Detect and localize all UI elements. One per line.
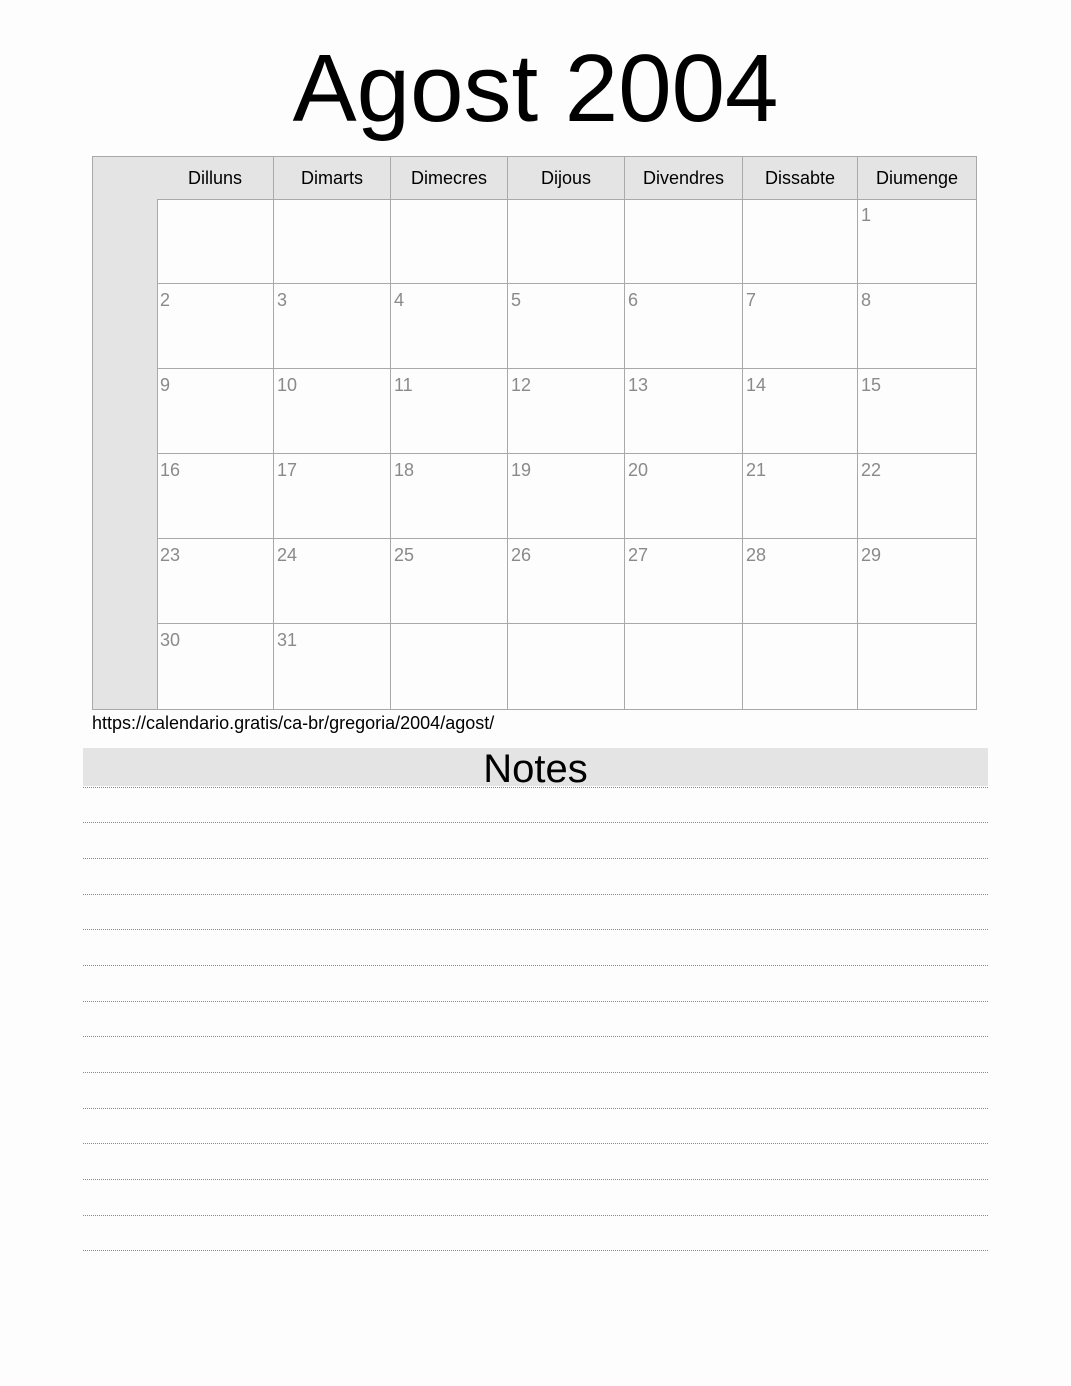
day-number: 11 bbox=[394, 375, 413, 395]
day-cell bbox=[743, 539, 858, 624]
day-cell bbox=[157, 454, 274, 539]
notes-line bbox=[83, 1179, 988, 1180]
day-number: 31 bbox=[277, 630, 298, 650]
weekday-header: Dimecres bbox=[391, 157, 508, 200]
day-number: 27 bbox=[628, 545, 649, 565]
day-cell bbox=[625, 369, 743, 454]
day-number: 10 bbox=[277, 375, 298, 395]
day-number: 29 bbox=[861, 545, 882, 565]
day-cell bbox=[625, 539, 743, 624]
weekday-header: Dissabte bbox=[743, 157, 858, 200]
weekday-header: Divendres bbox=[625, 157, 743, 200]
day-cell bbox=[157, 624, 274, 709]
day-number: 30 bbox=[160, 630, 181, 650]
day-cell bbox=[508, 369, 625, 454]
notes-line bbox=[83, 787, 988, 788]
day-number: 17 bbox=[277, 460, 298, 480]
day-cell bbox=[274, 284, 391, 369]
calendar-grid bbox=[92, 156, 977, 710]
day-cell bbox=[743, 624, 858, 709]
weekday-header: Dilluns bbox=[157, 157, 274, 200]
day-cell bbox=[743, 369, 858, 454]
day-cell bbox=[274, 539, 391, 624]
notes-line bbox=[83, 858, 988, 859]
day-number: 25 bbox=[394, 545, 415, 565]
day-number: 3 bbox=[277, 290, 288, 310]
day-number: 14 bbox=[746, 375, 767, 395]
day-cell bbox=[391, 369, 508, 454]
day-cell bbox=[391, 539, 508, 624]
day-cell bbox=[508, 454, 625, 539]
day-cell bbox=[157, 369, 274, 454]
page-title: Agost 2004 bbox=[292, 35, 779, 142]
source-url: https://calendario.gratis/ca-br/gregoria/2004/agost/ bbox=[92, 713, 495, 733]
day-cell bbox=[391, 199, 508, 284]
day-number: 22 bbox=[861, 460, 882, 480]
day-cell bbox=[508, 199, 625, 284]
notes-line bbox=[83, 929, 988, 930]
notes-line bbox=[83, 894, 988, 895]
day-cell bbox=[625, 284, 743, 369]
day-cell bbox=[858, 454, 977, 539]
notes-heading: Notes bbox=[83, 748, 988, 786]
weekday-header: Diumenge bbox=[858, 157, 977, 200]
day-cell bbox=[743, 284, 858, 369]
notes-line bbox=[83, 1215, 988, 1216]
day-number: 6 bbox=[628, 290, 639, 310]
day-cell bbox=[625, 454, 743, 539]
day-cell bbox=[274, 199, 391, 284]
day-number: 5 bbox=[511, 290, 522, 310]
day-number: 19 bbox=[511, 460, 532, 480]
day-cell bbox=[391, 454, 508, 539]
day-number: 4 bbox=[394, 290, 405, 310]
day-number: 21 bbox=[746, 460, 767, 480]
day-number: 12 bbox=[511, 375, 532, 395]
day-cell bbox=[858, 199, 977, 284]
day-cell bbox=[858, 624, 977, 709]
day-number: 2 bbox=[160, 290, 171, 310]
day-cell bbox=[743, 454, 858, 539]
day-number: 20 bbox=[628, 460, 649, 480]
notes-line bbox=[83, 965, 988, 966]
notes-line bbox=[83, 822, 988, 823]
notes-line bbox=[83, 1072, 988, 1073]
day-number: 28 bbox=[746, 545, 767, 565]
day-number: 16 bbox=[160, 460, 181, 480]
day-cell bbox=[157, 199, 274, 284]
day-cell bbox=[858, 539, 977, 624]
day-number: 18 bbox=[394, 460, 415, 480]
notes-line bbox=[83, 1036, 988, 1037]
day-number: 9 bbox=[160, 375, 171, 395]
day-number: 13 bbox=[628, 375, 649, 395]
day-number: 1 bbox=[861, 205, 872, 225]
day-cell bbox=[625, 199, 743, 284]
day-number: 8 bbox=[861, 290, 872, 310]
day-cell bbox=[157, 539, 274, 624]
day-cell bbox=[274, 624, 391, 709]
day-cell bbox=[858, 369, 977, 454]
notes-line bbox=[83, 1108, 988, 1109]
day-number: 15 bbox=[861, 375, 882, 395]
day-cell bbox=[508, 284, 625, 369]
day-cell bbox=[743, 199, 858, 284]
day-cell bbox=[508, 539, 625, 624]
day-cell bbox=[157, 284, 274, 369]
notes-line bbox=[83, 1001, 988, 1002]
day-cell bbox=[274, 454, 391, 539]
week-number-column bbox=[93, 157, 158, 709]
day-number: 26 bbox=[511, 545, 532, 565]
weekday-header: Dimarts bbox=[274, 157, 391, 200]
weekday-header: Dijous bbox=[508, 157, 625, 200]
notes-line bbox=[83, 1250, 988, 1251]
day-cell bbox=[625, 624, 743, 709]
day-cell bbox=[858, 284, 977, 369]
day-cell bbox=[508, 624, 625, 709]
day-number: 7 bbox=[746, 290, 757, 310]
day-number: 24 bbox=[277, 545, 298, 565]
day-cell bbox=[274, 369, 391, 454]
day-number: 23 bbox=[160, 545, 181, 565]
day-cell bbox=[391, 624, 508, 709]
day-cell bbox=[391, 284, 508, 369]
notes-line bbox=[83, 1143, 988, 1144]
